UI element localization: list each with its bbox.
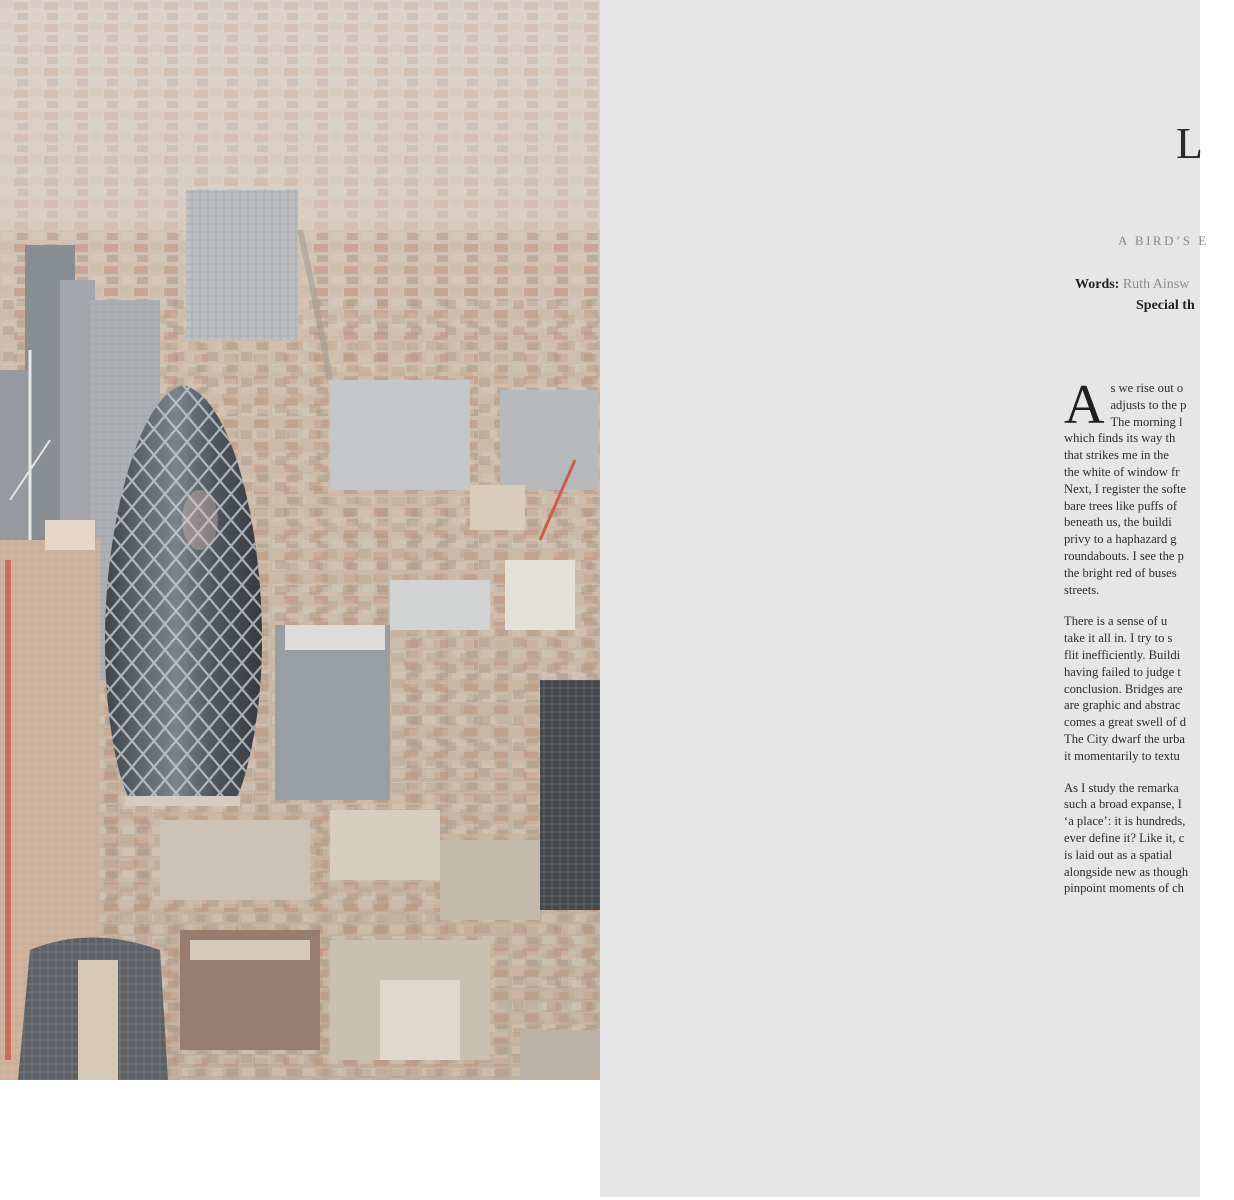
body-line: that strikes me in the [1064,448,1169,463]
body-line: streets. [1064,582,1100,597]
body-line: ever define it? Like it, c [1064,830,1185,845]
body-line: the bright red of buses [1064,565,1177,580]
body-line: take it all in. I try to s [1064,631,1173,646]
body-line: alongside new as though [1064,864,1189,879]
body-line: flit inefficiently. Buildi [1064,647,1181,662]
body-line: the white of window fr [1064,464,1180,479]
body-line: adjusts to the p [1110,397,1187,412]
body-line: Next, I register the softe [1064,481,1187,496]
body-line: which finds its way th [1064,431,1176,446]
drop-cap: A [1064,374,1105,436]
aerial-city-photo [0,0,600,1080]
thanks-label: Special th [1136,298,1195,313]
body-line: is laid out as a spatial [1064,847,1173,862]
body-line: such a broad expanse, I [1064,797,1182,812]
city-illustration [0,0,600,1080]
article-subtitle: A BIRD’S E [1118,233,1209,248]
body-line: conclusion. Bridges are [1064,681,1183,696]
article-title: L [1176,119,1204,168]
body-line: are graphic and abstrac [1064,698,1181,713]
body-line: comes a great swell of d [1064,715,1187,730]
body-line: pinpoint moments of ch [1064,881,1184,896]
body-line: bare trees like puffs of [1064,498,1178,513]
body-line: beneath us, the buildi [1064,515,1172,530]
body-line: it momentarily to textu [1064,748,1180,763]
author-name: Ruth Ainsw [1122,277,1190,292]
page-margin [0,1080,600,1200]
words-label: Words: [1075,277,1120,292]
body-line: There is a sense of u [1064,614,1168,629]
body-line: s we rise out o [1110,381,1184,395]
body-line: ‘a place’: it is hundreds, [1064,814,1186,829]
article-body [1064,374,1234,912]
paragraph-2 [1064,613,1234,764]
body-line: roundabouts. I see the p [1064,548,1184,563]
body-line: As I study the remarka [1064,780,1179,795]
body-line: having failed to judge t [1064,664,1181,679]
credit-words [1075,277,1189,293]
body-line: The morning l [1110,414,1183,429]
paragraph-3 [1064,780,1234,898]
body-line: The City dwarf the urba [1064,731,1185,746]
article-page [600,0,1209,1197]
paragraph-1 [1064,374,1234,598]
credit-thanks [1136,298,1195,314]
body-line: privy to a haphazard g [1064,532,1177,547]
